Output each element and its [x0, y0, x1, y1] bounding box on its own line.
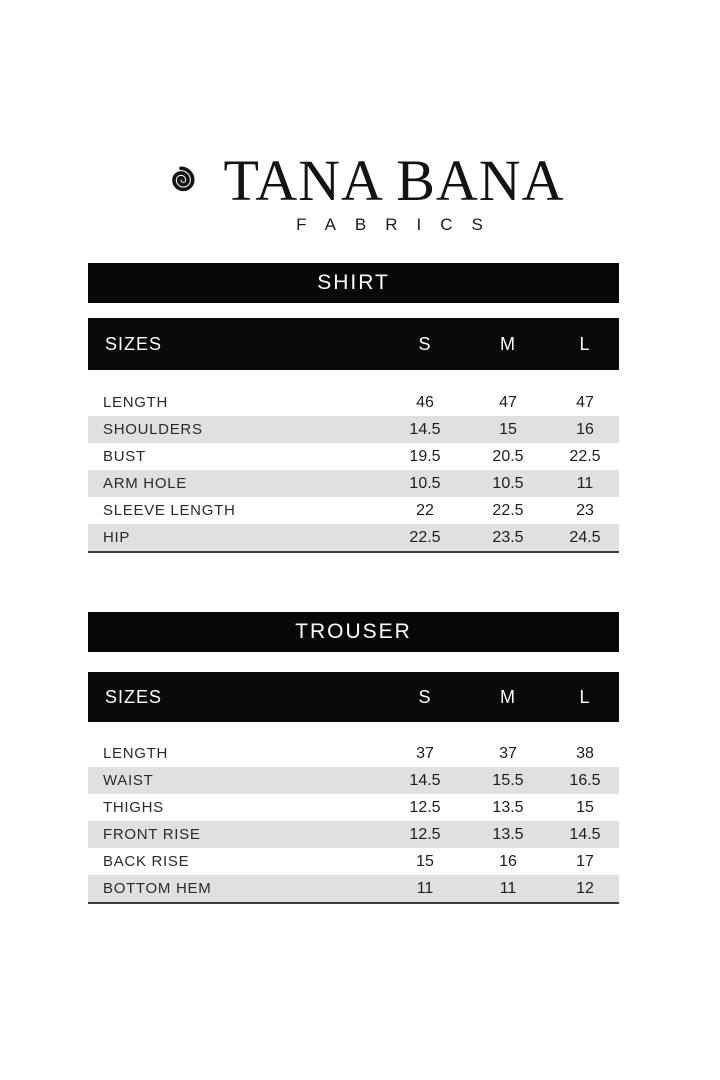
value-m: 20.5 [492, 447, 524, 465]
size-col-l: L [579, 333, 591, 354]
measurement-label: WAIST [103, 772, 154, 789]
value-l: 12 [576, 879, 594, 897]
measurement-label: THIGHS [103, 799, 164, 816]
brand-logo [0, 148, 720, 235]
table-row [88, 470, 619, 497]
value-m: 37 [499, 744, 517, 762]
value-l: 16.5 [569, 771, 601, 789]
table-row [88, 524, 619, 551]
value-s: 15 [416, 852, 434, 870]
spiral-icon [155, 154, 207, 206]
size-col-s: S [418, 686, 432, 707]
measurement-label: SHOULDERS [103, 421, 203, 438]
value-s: 10.5 [409, 474, 441, 492]
value-l: 16 [576, 420, 594, 438]
table-row [88, 848, 619, 875]
sizes-label: SIZES [105, 333, 163, 354]
sizes-label: SIZES [105, 686, 163, 707]
table-title-bar [88, 263, 619, 303]
value-s: 46 [416, 393, 434, 411]
value-l: 15 [576, 798, 594, 816]
value-s: 12.5 [409, 825, 441, 843]
value-m: 11 [499, 879, 517, 897]
measurement-label: BACK RISE [103, 853, 190, 870]
size-col-m: M [500, 686, 516, 707]
table-row [88, 767, 619, 794]
size-chart-shirt [88, 263, 619, 553]
value-s: 11 [416, 879, 434, 897]
table-row [88, 389, 619, 416]
value-s: 14.5 [409, 771, 441, 789]
sizes-header-bar [88, 318, 619, 370]
measurement-label: LENGTH [103, 745, 169, 762]
value-l: 22.5 [569, 447, 601, 465]
size-col-l: L [579, 686, 591, 707]
value-l: 38 [576, 744, 594, 762]
size-col-m: M [500, 333, 516, 354]
value-l: 24.5 [569, 528, 601, 546]
brand-text [223, 148, 565, 235]
measurement-label: ARM HOLE [103, 475, 187, 492]
sizes-header-bar [88, 672, 619, 722]
measurement-label: BUST [103, 448, 146, 465]
value-m: 13.5 [492, 825, 524, 843]
table-row [88, 443, 619, 470]
measurement-label: HIP [103, 529, 131, 546]
table-row [88, 497, 619, 524]
value-m: 16 [499, 852, 517, 870]
brand-subtitle: FABRICS [296, 215, 502, 234]
value-m: 10.5 [492, 474, 524, 492]
table-title: TROUSER [295, 620, 412, 643]
value-m: 22.5 [492, 501, 524, 519]
table-row [88, 821, 619, 848]
measurement-label: FRONT RISE [103, 826, 201, 843]
table-title: SHIRT [317, 271, 390, 294]
table-title-bar [88, 612, 619, 652]
measurement-label: LENGTH [103, 394, 169, 411]
value-s: 22 [416, 501, 434, 519]
value-s: 12.5 [409, 798, 441, 816]
value-s: 37 [416, 744, 434, 762]
value-m: 23.5 [492, 528, 524, 546]
value-l: 14.5 [569, 825, 601, 843]
table-row [88, 416, 619, 443]
value-m: 15 [499, 420, 517, 438]
brand-name: TANA BANA [223, 148, 565, 213]
measurement-label: SLEEVE LENGTH [103, 502, 236, 519]
value-s: 22.5 [409, 528, 441, 546]
value-m: 13.5 [492, 798, 524, 816]
table-rows [88, 740, 619, 904]
value-m: 47 [499, 393, 517, 411]
value-l: 11 [576, 474, 594, 492]
value-l: 17 [576, 852, 594, 870]
value-s: 14.5 [409, 420, 441, 438]
measurement-label: BOTTOM HEM [103, 880, 212, 897]
value-m: 15.5 [492, 771, 524, 789]
value-l: 23 [576, 501, 594, 519]
table-rows [88, 389, 619, 553]
table-row [88, 875, 619, 902]
size-col-s: S [418, 333, 432, 354]
table-row [88, 740, 619, 767]
size-chart-trouser [88, 612, 619, 904]
value-s: 19.5 [409, 447, 441, 465]
table-row [88, 794, 619, 821]
value-l: 47 [576, 393, 594, 411]
